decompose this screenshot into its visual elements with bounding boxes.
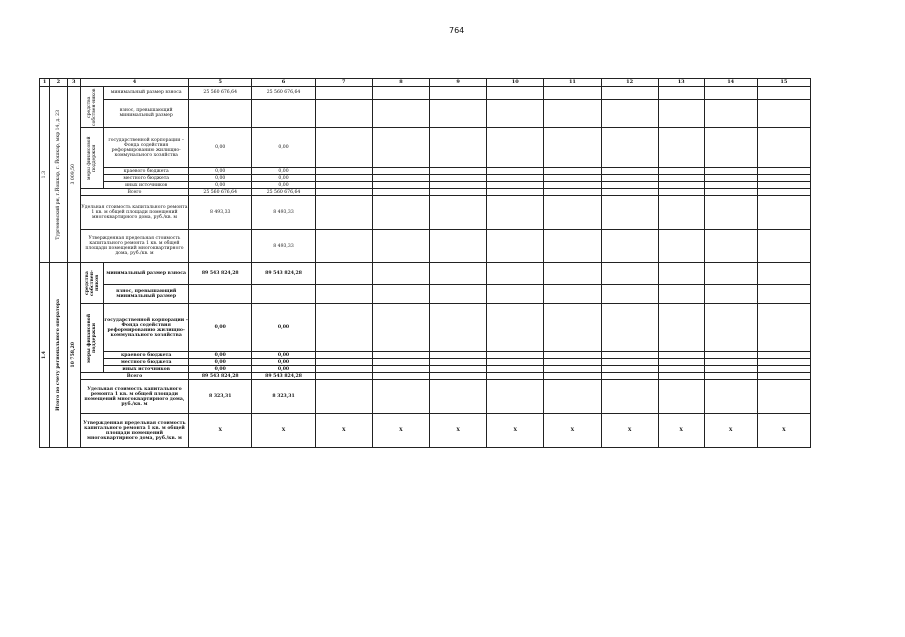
empty-cell (658, 87, 704, 100)
empty-cell (487, 263, 544, 285)
empty-cell (544, 359, 601, 366)
table-cell: 0,00 (252, 175, 315, 182)
empty-cell (601, 366, 658, 373)
x-mark: X (487, 414, 544, 448)
empty-cell (430, 99, 487, 127)
empty-cell (601, 230, 658, 263)
empty-cell (658, 380, 704, 414)
table-cell: 25 560 676,64 (252, 189, 315, 196)
x-mark: X (704, 414, 757, 448)
empty-cell (372, 168, 429, 175)
table-cell: 0,00 (189, 304, 252, 352)
empty-cell (544, 99, 601, 127)
col-header: 12 (601, 79, 658, 87)
empty-cell (544, 168, 601, 175)
empty-cell (658, 168, 704, 175)
empty-cell (757, 168, 810, 175)
x-mark: X (658, 414, 704, 448)
table-row (40, 99, 811, 127)
empty-cell (315, 196, 372, 230)
empty-cell (704, 304, 757, 352)
table-cell: 0,00 (189, 128, 252, 168)
empty-cell (704, 380, 757, 414)
empty-cell (315, 373, 372, 380)
empty-cell (544, 189, 601, 196)
empty-cell (487, 373, 544, 380)
empty-cell (430, 196, 487, 230)
empty-cell (315, 366, 372, 373)
table-cell: государственной корпорации – Фонда содействия реформированию жилищно-коммунального хозяйства (104, 128, 189, 168)
x-mark: X (189, 414, 252, 448)
table-cell: иных источников (104, 182, 189, 189)
table-cell: местного бюджета (104, 175, 189, 182)
col-header: 9 (430, 79, 487, 87)
empty-cell (315, 263, 372, 285)
table-cell: 8 493,33 (189, 196, 252, 230)
empty-cell (704, 359, 757, 366)
empty-cell (544, 182, 601, 189)
header-row (40, 79, 811, 87)
support-group: меры финансовой поддержки (80, 128, 103, 189)
empty-cell (487, 175, 544, 182)
empty-cell (658, 230, 704, 263)
col-header: 8 (372, 79, 429, 87)
capital-repair-table (39, 78, 811, 448)
empty-cell (658, 304, 704, 352)
table-row (40, 366, 811, 373)
empty-cell (544, 380, 601, 414)
empty-cell (487, 128, 544, 168)
empty-cell (704, 128, 757, 168)
empty-cell (430, 285, 487, 304)
empty-cell (757, 99, 810, 127)
address-cell: Тургеневский рн, г.Йошкар, г. Йошкар, мкр 14, д. 23 (50, 87, 67, 263)
table-row (40, 380, 811, 414)
empty-cell (757, 196, 810, 230)
empty-cell (757, 230, 810, 263)
empty-cell (372, 373, 429, 380)
col-header: 15 (757, 79, 810, 87)
col-header: 7 (315, 79, 372, 87)
empty-cell (430, 87, 487, 100)
empty-cell (601, 196, 658, 230)
empty-cell (704, 168, 757, 175)
empty-cell (372, 230, 429, 263)
table-cell: краевого бюджета (104, 352, 189, 359)
empty-cell (658, 285, 704, 304)
empty-cell (704, 366, 757, 373)
empty-cell (315, 128, 372, 168)
table-cell: краевого бюджета (104, 168, 189, 175)
table-cell (189, 99, 252, 127)
table-cell: 0,00 (189, 175, 252, 182)
table-cell: Всего (80, 373, 188, 380)
x-mark: X (252, 414, 315, 448)
empty-cell (658, 99, 704, 127)
empty-cell (658, 182, 704, 189)
empty-cell (757, 285, 810, 304)
table-cell: местного бюджета (104, 359, 189, 366)
empty-cell (757, 175, 810, 182)
empty-cell (430, 230, 487, 263)
empty-cell (372, 189, 429, 196)
empty-cell (372, 263, 429, 285)
owners-group: средства собствен-ников (80, 263, 103, 304)
table-cell: 0,00 (189, 359, 252, 366)
empty-cell (315, 359, 372, 366)
table-cell: 0,00 (252, 304, 315, 352)
empty-cell (601, 175, 658, 182)
empty-cell (658, 196, 704, 230)
empty-cell (757, 380, 810, 414)
table-cell: 0,00 (189, 168, 252, 175)
empty-cell (544, 352, 601, 359)
empty-cell (430, 263, 487, 285)
empty-cell (430, 168, 487, 175)
empty-cell (430, 359, 487, 366)
empty-cell (757, 263, 810, 285)
empty-cell (487, 99, 544, 127)
empty-cell (544, 196, 601, 230)
empty-cell (315, 175, 372, 182)
empty-cell (372, 380, 429, 414)
row-number: 1.4 (40, 263, 50, 448)
empty-cell (315, 99, 372, 127)
empty-cell (372, 128, 429, 168)
empty-cell (658, 189, 704, 196)
table-cell: иных источников (104, 366, 189, 373)
empty-cell (315, 189, 372, 196)
table-cell: 8 323,31 (252, 380, 315, 414)
table-cell: 25 560 676,64 (189, 87, 252, 100)
empty-cell (544, 230, 601, 263)
empty-cell (487, 182, 544, 189)
table-cell: Всего (80, 189, 188, 196)
col-header: 6 (252, 79, 315, 87)
empty-cell (315, 352, 372, 359)
table-cell: 0,00 (252, 366, 315, 373)
x-mark: X (372, 414, 429, 448)
table-row (40, 128, 811, 168)
empty-cell (487, 196, 544, 230)
empty-cell (487, 230, 544, 263)
empty-cell (704, 230, 757, 263)
empty-cell (430, 175, 487, 182)
empty-cell (372, 182, 429, 189)
empty-cell (757, 182, 810, 189)
empty-cell (544, 87, 601, 100)
empty-cell (487, 304, 544, 352)
empty-cell (315, 168, 372, 175)
empty-cell (658, 263, 704, 285)
table-cell: 8 323,31 (189, 380, 252, 414)
empty-cell (704, 189, 757, 196)
page-number: 764 (449, 26, 465, 35)
empty-cell (704, 196, 757, 230)
empty-cell (544, 304, 601, 352)
empty-cell (601, 99, 658, 127)
table-cell: 0,00 (252, 128, 315, 168)
empty-cell (487, 380, 544, 414)
table-cell (252, 285, 315, 304)
table-cell: 89 543 824,28 (189, 373, 252, 380)
table-row (40, 285, 811, 304)
table-row (40, 189, 811, 196)
table-cell: Утвержденная предельная стоимость капитального ремонта 1 кв. м общей площади помещений многоквартирного дома, руб./кв. м (80, 414, 188, 448)
empty-cell (372, 175, 429, 182)
empty-cell (601, 359, 658, 366)
empty-cell (372, 366, 429, 373)
col-header: 5 (189, 79, 252, 87)
empty-cell (544, 128, 601, 168)
col-header: 4 (80, 79, 188, 87)
table-cell: 89 543 824,28 (252, 373, 315, 380)
table-row (40, 230, 811, 263)
empty-cell (757, 304, 810, 352)
empty-cell (704, 263, 757, 285)
empty-cell (487, 285, 544, 304)
col-header: 11 (544, 79, 601, 87)
empty-cell (704, 87, 757, 100)
col-header: 1 (40, 79, 50, 87)
support-group: меры финансовой поддержки (80, 304, 103, 373)
table-cell: взнос, превышающий минимальный размер (104, 285, 189, 304)
col-header: 2 (50, 79, 67, 87)
empty-cell (315, 285, 372, 304)
empty-cell (544, 285, 601, 304)
table-cell: Утвержденная предельная стоимость капитального ремонта 1 кв. м общей площади помещений многоквартирного дома, руб./кв. м (80, 230, 188, 263)
empty-cell (601, 87, 658, 100)
table-row (40, 304, 811, 352)
empty-cell (372, 196, 429, 230)
empty-cell (430, 366, 487, 373)
empty-cell (704, 352, 757, 359)
table-cell: Удельная стоимость капитального ремонта 1 кв. м общей площади помещений многоквартирного дома, руб./кв. м (80, 196, 188, 230)
table-cell: 0,00 (252, 352, 315, 359)
table-cell: государственной корпорации – Фонда содействия реформированию жилищно-коммунального хозяйства (104, 304, 189, 352)
table-cell: минимальный размер взноса (104, 263, 189, 285)
empty-cell (315, 182, 372, 189)
empty-cell (487, 359, 544, 366)
x-mark: X (757, 414, 810, 448)
table-cell: 0,00 (252, 182, 315, 189)
empty-cell (544, 373, 601, 380)
x-mark: X (430, 414, 487, 448)
empty-cell (757, 87, 810, 100)
empty-cell (601, 352, 658, 359)
empty-cell (487, 168, 544, 175)
empty-cell (757, 366, 810, 373)
empty-cell (430, 352, 487, 359)
empty-cell (658, 359, 704, 366)
table-row (40, 168, 811, 175)
empty-cell (704, 99, 757, 127)
empty-cell (757, 128, 810, 168)
table-cell: минимальный размер взноса (104, 87, 189, 100)
table-cell (189, 285, 252, 304)
empty-cell (430, 380, 487, 414)
table-row (40, 175, 811, 182)
table-cell: взнос, превышающий минимальный размер (104, 99, 189, 127)
empty-cell (601, 373, 658, 380)
table-row (40, 263, 811, 285)
empty-cell (430, 128, 487, 168)
empty-cell (658, 175, 704, 182)
empty-cell (487, 189, 544, 196)
table-cell: 25 560 676,64 (189, 189, 252, 196)
empty-cell (372, 99, 429, 127)
area-cell: 3 009,50 (67, 87, 80, 263)
table-row (40, 196, 811, 230)
empty-cell (757, 189, 810, 196)
empty-cell (601, 168, 658, 175)
empty-cell (704, 182, 757, 189)
empty-cell (601, 128, 658, 168)
table-cell: 0,00 (189, 352, 252, 359)
table-row (40, 182, 811, 189)
x-mark: X (544, 414, 601, 448)
empty-cell (315, 230, 372, 263)
empty-cell (544, 175, 601, 182)
table-cell: 89 543 824,28 (189, 263, 252, 285)
table-cell: 0,00 (252, 359, 315, 366)
x-mark: X (601, 414, 658, 448)
empty-cell (704, 373, 757, 380)
empty-cell (487, 87, 544, 100)
row-number: 1.3 (40, 87, 50, 263)
owners-group: средства собствен-ников (80, 87, 103, 128)
empty-cell (430, 304, 487, 352)
empty-cell (315, 87, 372, 100)
table-cell: 8 493,33 (252, 196, 315, 230)
col-header: 3 (67, 79, 80, 87)
table-row (40, 352, 811, 359)
empty-cell (601, 285, 658, 304)
empty-cell (601, 182, 658, 189)
table-cell (252, 99, 315, 127)
table-cell (189, 230, 252, 263)
table-cell: 0,00 (189, 182, 252, 189)
table-cell: 8 493,33 (252, 230, 315, 263)
col-header: 10 (487, 79, 544, 87)
empty-cell (544, 366, 601, 373)
empty-cell (487, 352, 544, 359)
empty-cell (658, 366, 704, 373)
empty-cell (757, 352, 810, 359)
empty-cell (430, 182, 487, 189)
empty-cell (658, 373, 704, 380)
table-row (40, 373, 811, 380)
table-row (40, 414, 811, 448)
table-cell: 89 543 824,28 (252, 263, 315, 285)
empty-cell (757, 359, 810, 366)
empty-cell (372, 352, 429, 359)
empty-cell (658, 128, 704, 168)
empty-cell (315, 304, 372, 352)
empty-cell (544, 263, 601, 285)
empty-cell (704, 175, 757, 182)
empty-cell (487, 366, 544, 373)
col-header: 14 (704, 79, 757, 87)
empty-cell (372, 87, 429, 100)
table-cell: 0,00 (252, 168, 315, 175)
table-row (40, 359, 811, 366)
empty-cell (372, 359, 429, 366)
empty-cell (430, 189, 487, 196)
address-cell: Итого по счету регионального оператора (50, 263, 67, 448)
table-cell: 25 560 676,64 (252, 87, 315, 100)
table-row (40, 87, 811, 100)
empty-cell (315, 380, 372, 414)
empty-cell (601, 263, 658, 285)
empty-cell (757, 373, 810, 380)
table-cell: 0,00 (189, 366, 252, 373)
empty-cell (372, 304, 429, 352)
table-cell: Удельная стоимость капитального ремонта 1 кв. м общей площади помещений многоквартирного дома, руб./кв. м (80, 380, 188, 414)
empty-cell (372, 285, 429, 304)
x-mark: X (315, 414, 372, 448)
empty-cell (430, 373, 487, 380)
area-cell: 10 758,20 (67, 263, 80, 448)
empty-cell (658, 352, 704, 359)
col-header: 13 (658, 79, 704, 87)
empty-cell (601, 304, 658, 352)
empty-cell (601, 380, 658, 414)
empty-cell (601, 189, 658, 196)
empty-cell (704, 285, 757, 304)
